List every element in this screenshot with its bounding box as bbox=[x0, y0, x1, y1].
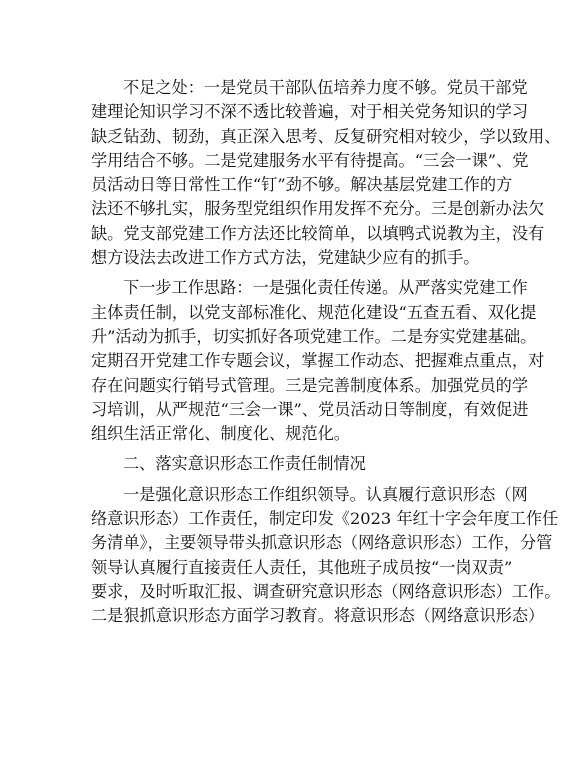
text-line: 下一步工作思路：一是强化责任传递。从严落实党建工作 bbox=[123, 278, 528, 298]
text-line: 要求，及时听取汇报、调查研究意识形态（网络意识形态）工作。 bbox=[91, 581, 561, 601]
text-line: 络意识形态）工作责任，制定印发《2023 年红十字会年度工作任 bbox=[91, 509, 559, 529]
text-line: 学用结合不够。二是党建服务水平有待提高。“三会一课”、党 bbox=[91, 150, 529, 170]
text-line: 缺。党支部党建工作方法还比较简单，以填鸭式说教为主，没有 bbox=[91, 223, 545, 243]
text-line: 存在问题实行销号式管理。三是完善制度体系。加强党员的学 bbox=[91, 375, 529, 395]
paragraph-shortcomings bbox=[91, 76, 561, 270]
paragraph-next-steps bbox=[91, 276, 545, 446]
text-line: 升”活动为抓手，切实抓好各项党建工作。二是夯实党建基础。 bbox=[91, 326, 537, 346]
text-line: 缺乏钻劲、韧劲，真正深入思考、反复研究相对较少，学以致用、 bbox=[91, 126, 561, 146]
heading-text: 二、落实意识形态工作责任制情况 bbox=[123, 454, 366, 474]
text-line: 法还不够扎实，服务型党组织作用发挥不充分。三是创新办法欠 bbox=[91, 199, 545, 219]
text-line: 建理论知识学习不深不透比较普遍，对于相关党务知识的学习 bbox=[91, 102, 529, 122]
text-line: 不足之处：一是党员干部队伍培养力度不够。党员干部党 bbox=[123, 78, 528, 97]
text-line: 主体责任制，以党支部标准化、规范化建设“五查五看、双化提 bbox=[91, 302, 537, 322]
text-line: 习培训，从严规范“三会一课”、党员活动日等制度，有效促进 bbox=[91, 399, 529, 419]
text-line: 定期召开党建工作专题会议，掌握工作动态、把握难点重点，对 bbox=[91, 351, 545, 371]
text-line: 员活动日等日常性工作“钉”劲不够。解决基层党建工作的方 bbox=[91, 175, 513, 195]
document-page bbox=[91, 76, 561, 635]
paragraph-ideology-work bbox=[91, 483, 561, 629]
text-line: 一是强化意识形态工作组织领导。认真履行意识形态（网 bbox=[123, 484, 528, 504]
text-line: 二是狠抓意识形态方面学习教育。将意识形态（网络意识形态） bbox=[91, 606, 545, 626]
text-line: 务清单》，主要领导带头抓意识形态（网络意识形态）工作，分管 bbox=[91, 533, 553, 553]
text-line: 想方设法去改进工作方式方法，党建缺少应有的抓手。 bbox=[91, 248, 480, 268]
text-line: 领导认真履行直接责任人责任，其他班子成员按“一岗双责” bbox=[91, 557, 513, 577]
text-line: 组织生活正常化、制度化、规范化。 bbox=[91, 424, 350, 444]
section-heading bbox=[91, 452, 507, 476]
